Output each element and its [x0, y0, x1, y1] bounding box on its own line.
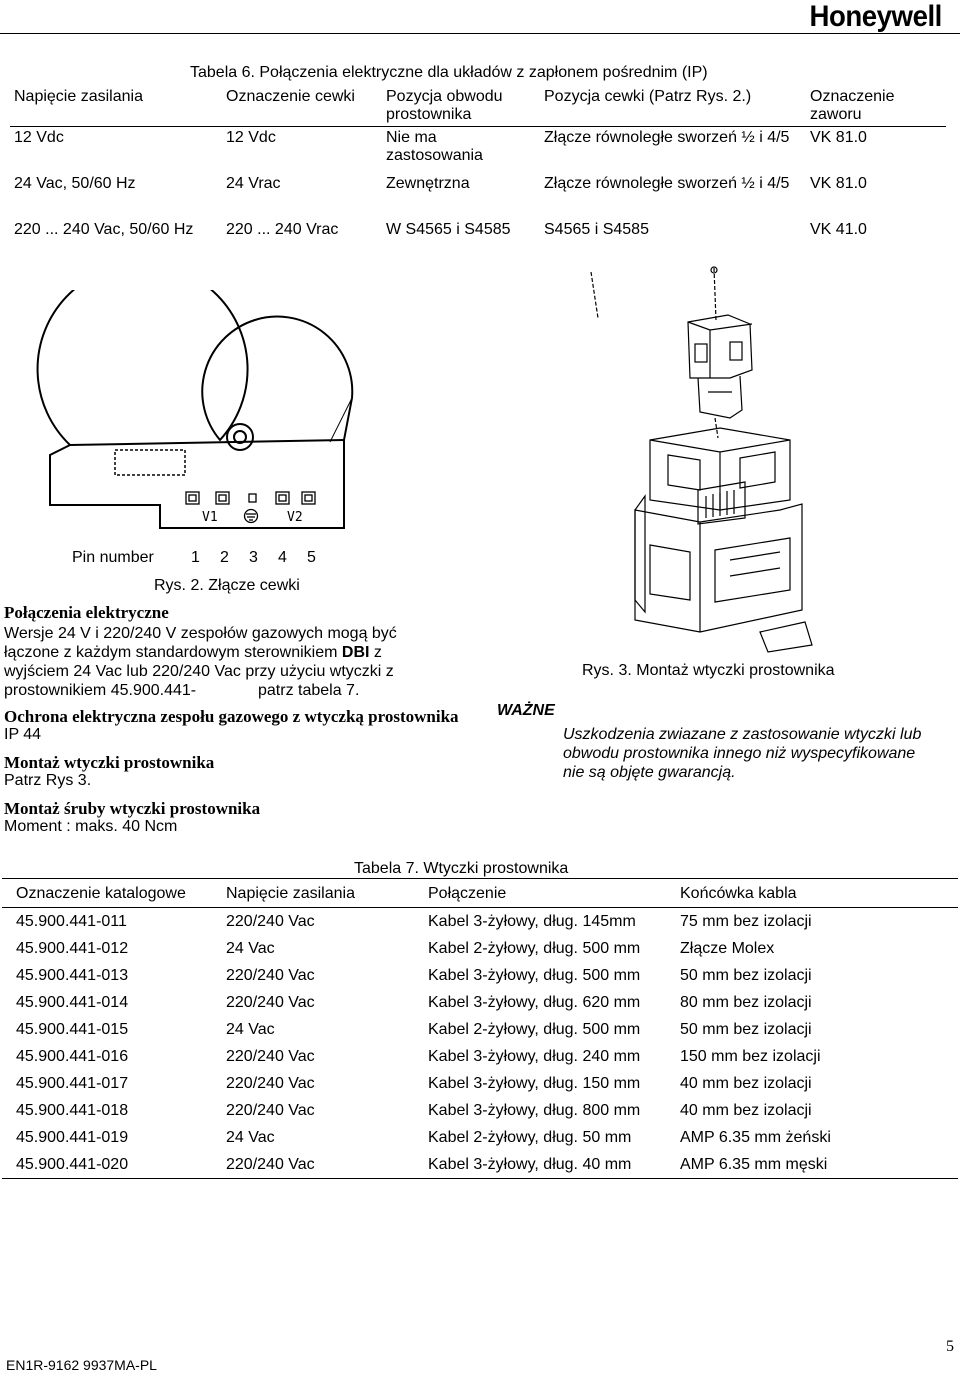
table7-caption: Tabela 7. Wtyczki prostownika [354, 860, 569, 877]
pin-4: 4 [278, 549, 287, 566]
table6 [10, 88, 946, 245]
table7 [2, 878, 958, 1179]
table-cell: 12 Vdc [222, 127, 382, 174]
table7-header-cell: Połączenie [414, 879, 666, 908]
screw-heading: Montaż śruby wtyczki prostownika [4, 799, 261, 818]
table-cell: AMP 6.35 mm męski [666, 1151, 958, 1179]
table-row [2, 1124, 958, 1151]
table-cell: 45.900.441-013 [16, 967, 129, 984]
table-cell: S4565 i S4585 [544, 221, 649, 238]
table-row [2, 1097, 958, 1124]
pin-1: 1 [191, 549, 200, 566]
table-cell: 40 mm bez izolacji [680, 1075, 812, 1092]
dbi-label: DBI [341, 644, 370, 661]
table-cell: Kabel 3-żyłowy, dług. 800 mm [428, 1102, 641, 1119]
table7-header-cell: Końcówka kabla [666, 879, 958, 908]
table-cell: 80 mm bez izolacji [680, 994, 812, 1011]
table-cell: 220/240 Vac [226, 994, 315, 1011]
pin-number-label: Pin number [72, 549, 154, 566]
v1-label: V1 [202, 510, 218, 525]
table-cell: 24 Vac [226, 1129, 275, 1146]
table-row [2, 1016, 958, 1043]
table-cell: 220/240 Vac [226, 1048, 315, 1065]
table-cell: 150 mm bez izolacji [680, 1048, 821, 1065]
important-label: WAŻNE [497, 702, 555, 719]
connections-text-line3: wyjściem 24 Vac lub 220/240 Vac przy użyciu wtyczki z [4, 663, 394, 680]
table6-header-cell: Pozycja cewki (Patrz Rys. 2.) [544, 88, 752, 105]
pin-5: 5 [307, 549, 316, 566]
pin-2: 2 [220, 549, 229, 566]
table-cell: Kabel 2-żyłowy, dług. 50 mm [428, 1129, 632, 1146]
table-cell: 45.900.441-011 [16, 913, 127, 930]
figure2-caption: Rys. 2. Złącze cewki [154, 577, 300, 594]
table-row [2, 1070, 958, 1097]
table-row [10, 219, 946, 245]
table-cell: 220/240 Vac [226, 1075, 315, 1092]
table-cell: 12 Vdc [10, 127, 222, 174]
connections-text-line1: Wersje 24 V i 220/240 V zespołów gazowych mogą być [4, 625, 397, 642]
connections-text-part: łączone z każdym standardowym sterownikiem [4, 644, 342, 661]
table-cell: 220/240 Vac [226, 1102, 315, 1119]
table-cell: VK 81.0 [806, 127, 946, 174]
table-cell: 45.900.441-017 [16, 1075, 129, 1092]
table-cell: Złącze Molex [680, 940, 775, 957]
table-cell: W S4565 i S4585 [386, 221, 511, 238]
table-cell: 45.900.441-019 [16, 1129, 129, 1146]
important-text-line3: nie są objęte gwarancją. [563, 764, 736, 781]
document-code: EN1R-9162 9937MA-PL [6, 1357, 157, 1373]
table-cell: 220 ... 240 Vrac [226, 221, 339, 238]
table-cell: 45.900.441-015 [16, 1021, 129, 1038]
pin-3: 3 [249, 549, 258, 566]
honeywell-logo: Honeywell [809, 0, 942, 33]
table-cell: 45.900.441-018 [16, 1102, 129, 1119]
table6-caption: Tabela 6. Połączenia elektryczne dla układów z zapłonem pośrednim (IP) [190, 64, 708, 81]
table-cell: 24 Vac, 50/60 Hz [14, 175, 136, 192]
table-row [2, 1043, 958, 1070]
table-cell: Kabel 3-żyłowy, dług. 500 mm [428, 967, 641, 984]
page-number: 5 [946, 1338, 954, 1355]
table-cell: 220/240 Vac [226, 967, 315, 984]
v2-label: V2 [287, 510, 303, 525]
important-text-line2: obwodu prostownika innego niż wyspecyfikowane [563, 745, 916, 762]
table-cell: Złącze równoległe sworzeń ½ i 4/5 [540, 127, 806, 174]
table-cell: Kabel 2-żyłowy, dług. 500 mm [428, 940, 641, 957]
table-row [2, 1151, 958, 1179]
table6-header-cell: Oznaczenie zaworu [810, 88, 895, 123]
table-cell: VK 41.0 [810, 221, 867, 238]
connections-heading: Połączenia elektryczne [4, 603, 169, 622]
table-row [2, 989, 958, 1016]
rectifier-plug-drawing [580, 260, 880, 655]
mount-text: Patrz Rys 3. [4, 772, 92, 789]
table-row [10, 173, 946, 219]
screw-text: Moment : maks. 40 Ncm [4, 818, 178, 835]
table6-header-row [10, 88, 946, 127]
table-cell: Kabel 3-żyłowy, dług. 620 mm [428, 994, 641, 1011]
table-cell: 45.900.441-014 [16, 994, 129, 1011]
table-cell: 40 mm bez izolacji [680, 1102, 812, 1119]
table-cell: Zewnętrzna [386, 175, 470, 192]
figure3-caption: Rys. 3. Montaż wtyczki prostownika [582, 662, 835, 679]
table7-header-cell: Napięcie zasilania [212, 879, 414, 908]
protection-text: IP 44 [4, 726, 42, 743]
table-row [2, 908, 958, 936]
table-cell: 220/240 Vac [226, 913, 315, 930]
table6-header-cell: Pozycja obwodu prostownika [386, 88, 503, 123]
table-cell: Kabel 3-żyłowy, dług. 150 mm [428, 1075, 641, 1092]
connections-text-line4b: patrz tabela 7. [258, 682, 360, 699]
table-cell: 24 Vrac [226, 175, 281, 192]
connections-text-line4a: prostownikiem 45.900.441- [4, 682, 197, 699]
protection-heading: Ochrona elektryczna zespołu gazowego z wtyczką prostownika [4, 707, 459, 726]
table-cell: VK 81.0 [810, 175, 867, 192]
table-cell: 45.900.441-012 [16, 940, 129, 957]
mount-heading: Montaż wtyczki prostownika [4, 753, 215, 772]
table-cell: Kabel 3-żyłowy, dług. 240 mm [428, 1048, 641, 1065]
table-cell: 75 mm bez izolacji [680, 913, 812, 930]
table-cell: 220/240 Vac [212, 1151, 414, 1179]
table-cell: 24 Vac [226, 1021, 275, 1038]
table-cell: Kabel 3-żyłowy, dług. 40 mm [414, 1151, 666, 1179]
connections-text-part: z [369, 644, 382, 661]
table7-header-cell: Oznaczenie katalogowe [2, 879, 212, 908]
table-cell: 50 mm bez izolacji [680, 967, 812, 984]
table-cell: 45.900.441-020 [2, 1151, 212, 1179]
coil-connector-drawing [30, 290, 380, 550]
table-cell: AMP 6.35 mm żeński [680, 1129, 831, 1146]
table-cell: Złącze równoległe sworzeń ½ i 4/5 [544, 175, 790, 192]
connections-text-line2 [4, 643, 382, 662]
table-cell: Nie ma zastosowania [382, 127, 540, 174]
table-cell: 50 mm bez izolacji [680, 1021, 812, 1038]
table-cell: 24 Vac [226, 940, 275, 957]
table-cell: 45.900.441-016 [16, 1048, 129, 1065]
table6-header-cell: Napięcie zasilania [14, 88, 143, 105]
table-row [2, 962, 958, 989]
table-cell: Kabel 3-żyłowy, dług. 145mm [428, 913, 636, 930]
table-row [10, 127, 946, 174]
table-cell: Kabel 2-żyłowy, dług. 500 mm [428, 1021, 641, 1038]
table7-header-row [2, 879, 958, 908]
table-row [2, 935, 958, 962]
important-text-line1: Uszkodzenia zwiazane z zastosowanie wtyczki lub [563, 726, 922, 743]
table-cell: 220 ... 240 Vac, 50/60 Hz [14, 221, 194, 238]
table6-header-cell: Oznaczenie cewki [226, 88, 355, 105]
